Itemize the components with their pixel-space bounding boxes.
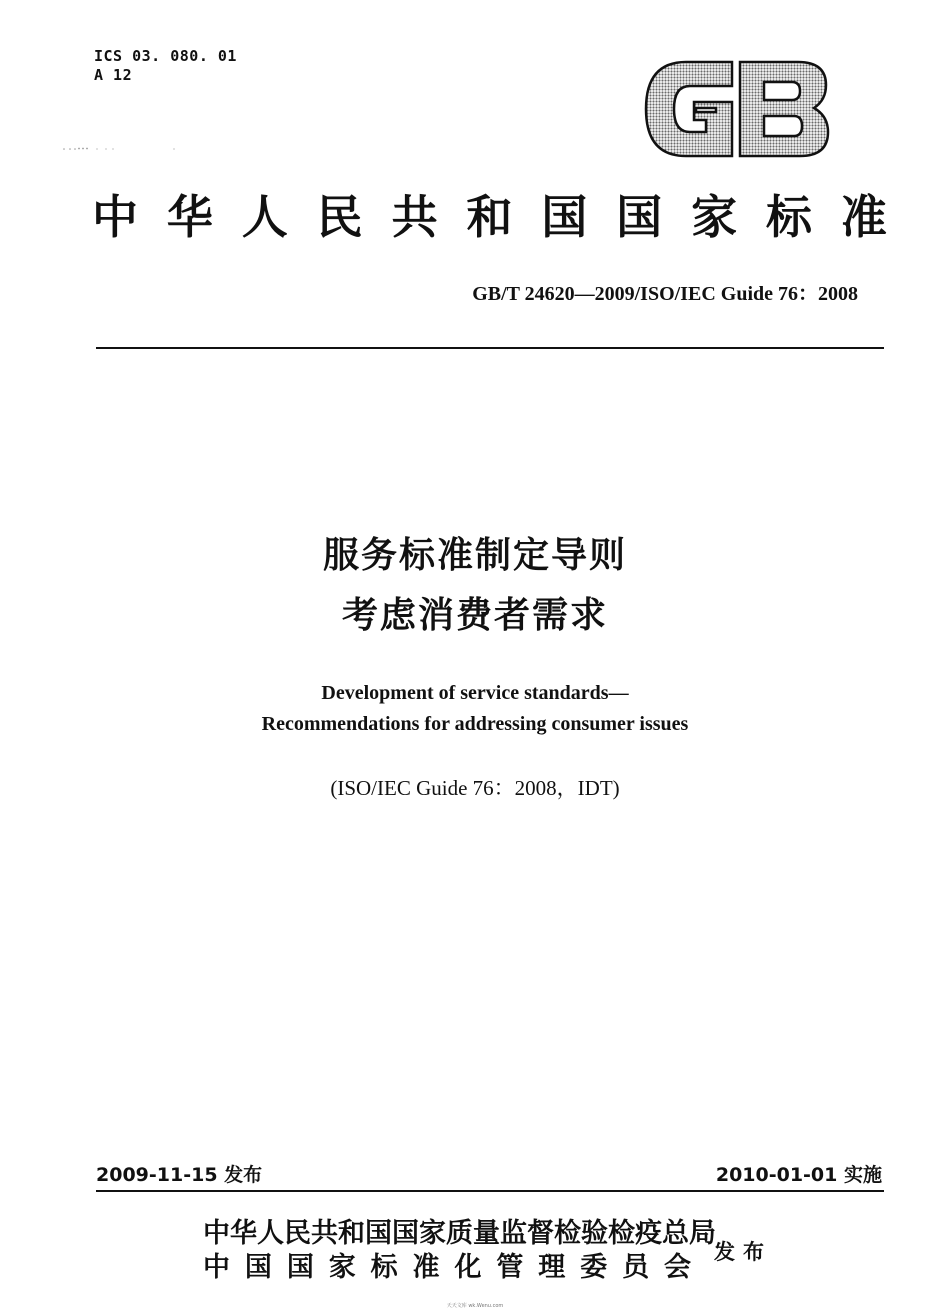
issuer-char: 国 — [244, 1252, 272, 1283]
title-char: 中 — [92, 190, 138, 244]
issuer-char: 员 — [622, 1252, 650, 1283]
equivalence-note: (ISO/IEC Guide 76：2008，IDT) — [330, 776, 620, 800]
title-char: 标 — [766, 190, 813, 244]
gb-logo — [640, 58, 832, 160]
ccs-code: A 12 — [94, 66, 133, 84]
title-char: 准 — [840, 190, 887, 244]
issuer-char: 理 — [538, 1252, 566, 1283]
issuer-char: 化 — [454, 1252, 482, 1283]
document-category-title — [92, 188, 887, 246]
title-char: 国 — [541, 190, 588, 244]
issuer-char: 管 — [496, 1252, 524, 1283]
top-divider — [96, 347, 884, 349]
issuer-char: 会 — [663, 1252, 691, 1283]
title-char: 家 — [691, 190, 738, 244]
issue-verb: 发布 — [714, 1239, 772, 1264]
chinese-title-line-1: 服务标准制定导则 — [322, 535, 627, 576]
title-char: 国 — [616, 190, 663, 244]
title-char: 华 — [166, 190, 213, 244]
footer-watermark: 天天文库 wk.Wenu.com — [446, 1303, 504, 1309]
issuer-char: 中 — [203, 1252, 230, 1283]
english-title-line-1: Development of service standards— — [321, 682, 629, 704]
chinese-title-line-2: 考虑消费者需求 — [341, 595, 608, 636]
title-char: 人 — [241, 190, 288, 244]
issuer-line-2 — [203, 1252, 691, 1284]
title-char: 共 — [391, 190, 438, 244]
title-char: 民 — [316, 190, 363, 244]
issuer-char: 家 — [328, 1252, 356, 1283]
issuer-char: 委 — [580, 1252, 608, 1283]
scan-artifact — [62, 146, 182, 152]
english-title-line-2: Recommendations for addressing consumer issues — [261, 713, 689, 735]
publish-date: 2009-11-15 发布 — [96, 1164, 263, 1186]
title-char: 和 — [466, 190, 513, 244]
issuer-char: 准 — [412, 1252, 440, 1283]
standard-number: GB/T 24620—2009/ISO/IEC Guide 76：2008 — [472, 283, 858, 305]
bottom-divider — [96, 1190, 884, 1192]
implement-date: 2010-01-01 实施 — [715, 1164, 882, 1186]
issuer-char: 标 — [370, 1252, 398, 1283]
issuer-char: 国 — [286, 1252, 314, 1283]
issuer-line-1: 中华人民共和国国家质量监督检验检疫总局 — [203, 1218, 716, 1249]
ics-code: ICS 03. 080. 01 — [94, 47, 237, 65]
